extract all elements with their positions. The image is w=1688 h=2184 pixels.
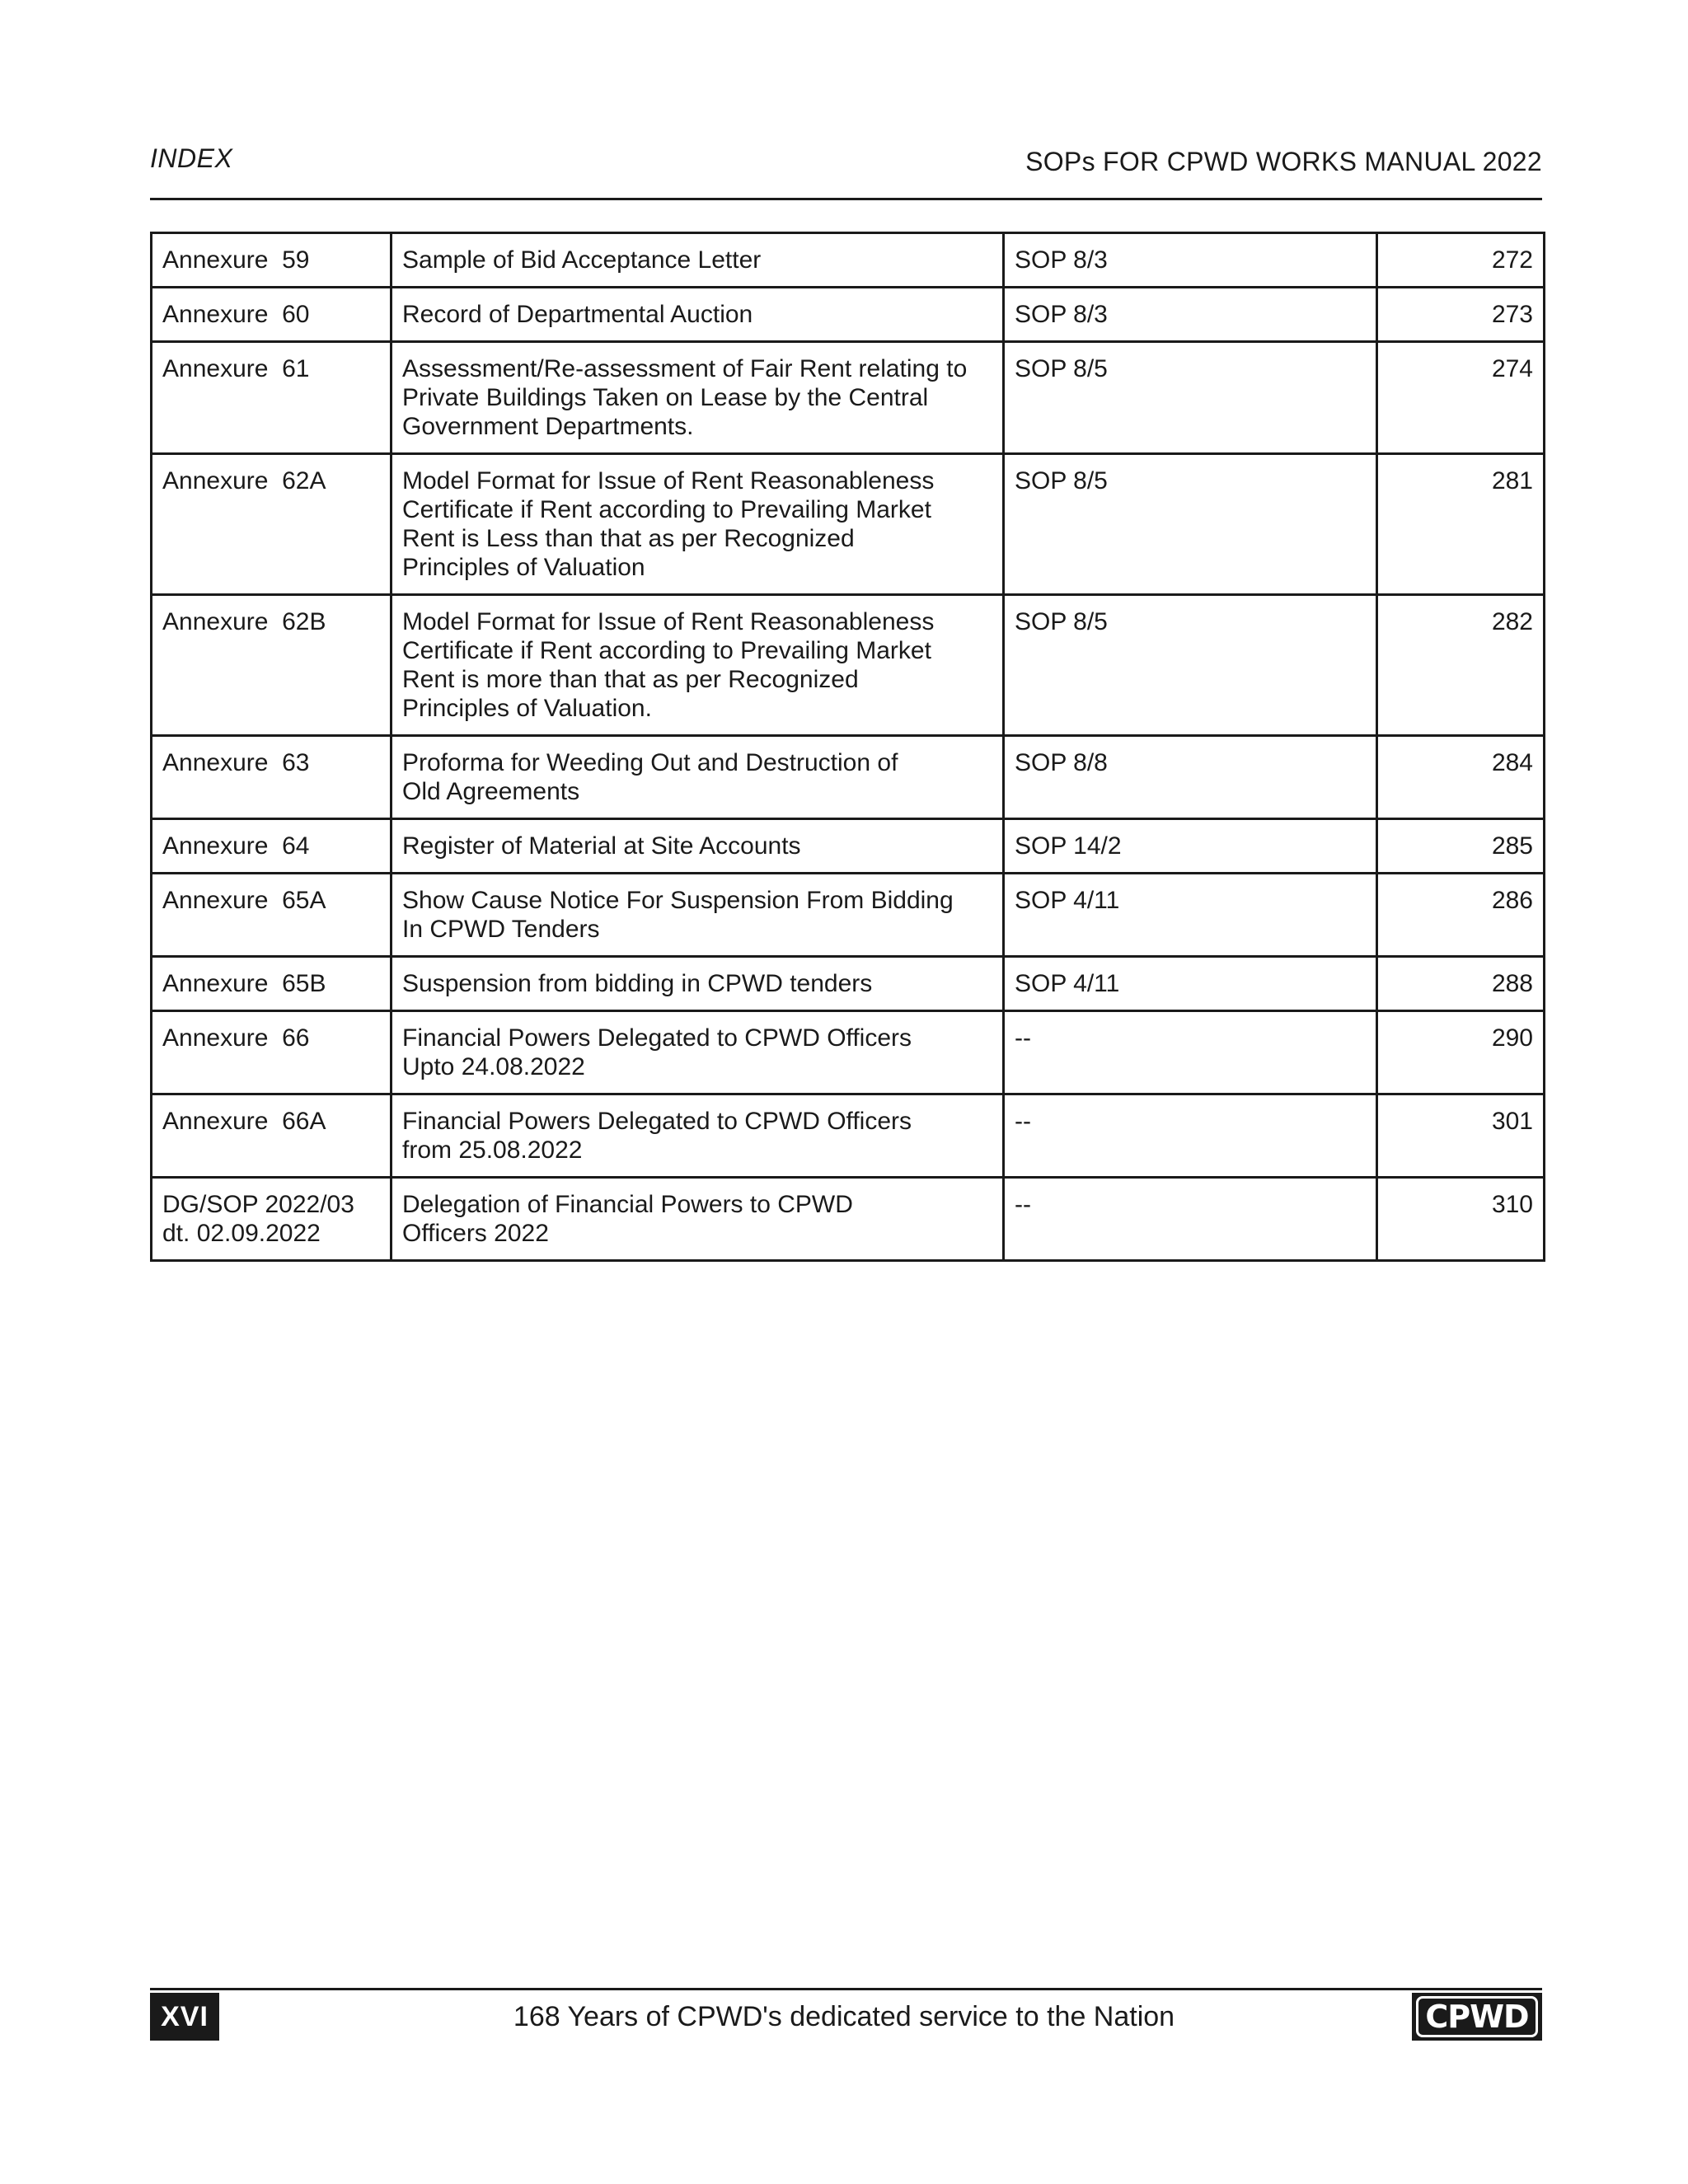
table-row	[152, 1178, 1545, 1261]
annexure-ref-line: Annexure 66A	[162, 1108, 326, 1135]
table-row	[152, 233, 1545, 288]
annexure-ref-cell	[152, 342, 392, 454]
annexure-title-cell	[392, 1094, 1004, 1178]
sop-ref-cell: SOP 8/8	[1004, 736, 1377, 819]
index-table-body	[152, 233, 1545, 1261]
annexure-title-cell	[392, 233, 1004, 288]
page-number: XVI	[150, 1993, 219, 2041]
sop-ref-cell: SOP 14/2	[1004, 819, 1377, 874]
sop-ref-cell: --	[1004, 1178, 1377, 1261]
annexure-title-line: Principles of Valuation.	[402, 695, 652, 722]
annexure-ref-line: dt. 02.09.2022	[162, 1220, 321, 1247]
annexure-ref-line: Annexure 65B	[162, 970, 326, 997]
footer-tagline: 168 Years of CPWD's dedicated service to the Nation	[513, 2001, 1175, 2032]
footer-divider	[150, 1988, 1542, 1990]
page-ref-cell: 301	[1377, 1094, 1545, 1178]
annexure-title-line: Upto 24.08.2022	[402, 1053, 585, 1080]
annexure-title-line: Proforma for Weeding Out and Destruction of	[402, 749, 898, 776]
annexure-ref-line: Annexure 59	[162, 246, 310, 274]
annexure-title-line: Model Format for Issue of Rent Reasonableness	[402, 467, 935, 494]
annexure-title-line: Certificate if Rent according to Prevailing Market	[402, 637, 931, 664]
annexure-ref-cell	[152, 454, 392, 595]
annexure-ref-line: Annexure 66	[162, 1024, 310, 1052]
index-table	[150, 232, 1545, 1262]
annexure-title-cell	[392, 736, 1004, 819]
sop-ref-cell: SOP 4/11	[1004, 957, 1377, 1011]
page-ref-cell: 310	[1377, 1178, 1545, 1261]
annexure-title-line: Private Buildings Taken on Lease by the Central	[402, 384, 929, 411]
annexure-ref-cell	[152, 1011, 392, 1094]
page-ref-cell: 274	[1377, 342, 1545, 454]
annexure-title-line: Delegation of Financial Powers to CPWD	[402, 1191, 853, 1218]
page-ref-cell: 273	[1377, 288, 1545, 342]
sop-ref-cell: --	[1004, 1094, 1377, 1178]
sop-ref-cell: SOP 8/3	[1004, 233, 1377, 288]
annexure-title-line: Sample of Bid Acceptance Letter	[402, 246, 762, 274]
table-row	[152, 874, 1545, 957]
page-ref-cell: 286	[1377, 874, 1545, 957]
annexure-title-line: Financial Powers Delegated to CPWD Officers	[402, 1108, 912, 1135]
table-row	[152, 595, 1545, 736]
annexure-title-line: from 25.08.2022	[402, 1137, 583, 1164]
annexure-title-cell	[392, 342, 1004, 454]
annexure-title-line: Officers 2022	[402, 1220, 549, 1247]
annexure-title-line: Rent is Less than that as per Recognized	[402, 525, 855, 552]
annexure-title-cell	[392, 819, 1004, 874]
annexure-ref-cell	[152, 1178, 392, 1261]
annexure-title-cell	[392, 1178, 1004, 1261]
annexure-ref-cell	[152, 957, 392, 1011]
annexure-title-cell	[392, 874, 1004, 957]
annexure-ref-cell	[152, 736, 392, 819]
annexure-title-line: Certificate if Rent according to Prevailing Market	[402, 496, 931, 523]
annexure-title-line: Assessment/Re-assessment of Fair Rent relating to	[402, 355, 968, 382]
annexure-ref-line: Annexure 65A	[162, 887, 326, 914]
annexure-ref-line: Annexure 61	[162, 355, 310, 382]
section-title: INDEX	[150, 143, 233, 173]
annexure-ref-line: Annexure 62A	[162, 467, 326, 494]
annexure-ref-line: Annexure 60	[162, 301, 310, 328]
annexure-ref-cell	[152, 1094, 392, 1178]
annexure-title-line: Old Agreements	[402, 778, 580, 805]
page-ref-cell: 281	[1377, 454, 1545, 595]
annexure-title-line: Record of Departmental Auction	[402, 301, 753, 328]
annexure-ref-line: Annexure 62B	[162, 608, 326, 635]
page-ref-cell: 285	[1377, 819, 1545, 874]
annexure-ref-cell	[152, 595, 392, 736]
annexure-title-line: Principles of Valuation	[402, 554, 645, 581]
annexure-title-line: Show Cause Notice For Suspension From Bidding	[402, 887, 954, 914]
page-ref-cell: 284	[1377, 736, 1545, 819]
annexure-ref-line: Annexure 63	[162, 749, 310, 776]
table-row	[152, 342, 1545, 454]
annexure-title-line: Government Departments.	[402, 413, 694, 440]
annexure-title-line: Suspension from bidding in CPWD tenders	[402, 970, 873, 997]
page-ref-cell: 272	[1377, 233, 1545, 288]
table-row	[152, 1011, 1545, 1094]
page-ref-cell: 288	[1377, 957, 1545, 1011]
annexure-ref-cell	[152, 874, 392, 957]
table-row	[152, 1094, 1545, 1178]
annexure-ref-cell	[152, 233, 392, 288]
annexure-title-line: Rent is more than that as per Recognized	[402, 666, 859, 693]
annexure-title-line: In CPWD Tenders	[402, 916, 600, 943]
document-title: SOPs FOR CPWD WORKS MANUAL 2022	[1025, 147, 1542, 176]
table-row	[152, 736, 1545, 819]
sop-ref-cell: SOP 8/5	[1004, 342, 1377, 454]
page-ref-cell: 282	[1377, 595, 1545, 736]
page-ref-cell: 290	[1377, 1011, 1545, 1094]
sop-ref-cell: SOP 4/11	[1004, 874, 1377, 957]
annexure-title-line: Model Format for Issue of Rent Reasonableness	[402, 608, 935, 635]
cpwd-logo	[1412, 1993, 1542, 2041]
annexure-title-cell	[392, 1011, 1004, 1094]
table-row	[152, 288, 1545, 342]
table-row	[152, 957, 1545, 1011]
annexure-title-cell	[392, 454, 1004, 595]
annexure-title-line: Register of Material at Site Accounts	[402, 832, 801, 860]
annexure-ref-line: Annexure 64	[162, 832, 310, 860]
sop-ref-cell: SOP 8/5	[1004, 595, 1377, 736]
annexure-title-cell	[392, 957, 1004, 1011]
annexure-ref-line: DG/SOP 2022/03	[162, 1191, 354, 1218]
header-divider	[150, 198, 1542, 200]
annexure-ref-cell	[152, 288, 392, 342]
table-row	[152, 454, 1545, 595]
cpwd-logo-text: CPWD	[1416, 1996, 1537, 2037]
annexure-title-cell	[392, 595, 1004, 736]
table-row	[152, 819, 1545, 874]
annexure-title-line: Financial Powers Delegated to CPWD Officers	[402, 1024, 912, 1052]
sop-ref-cell: --	[1004, 1011, 1377, 1094]
annexure-ref-cell	[152, 819, 392, 874]
annexure-title-cell	[392, 288, 1004, 342]
sop-ref-cell: SOP 8/5	[1004, 454, 1377, 595]
sop-ref-cell: SOP 8/3	[1004, 288, 1377, 342]
